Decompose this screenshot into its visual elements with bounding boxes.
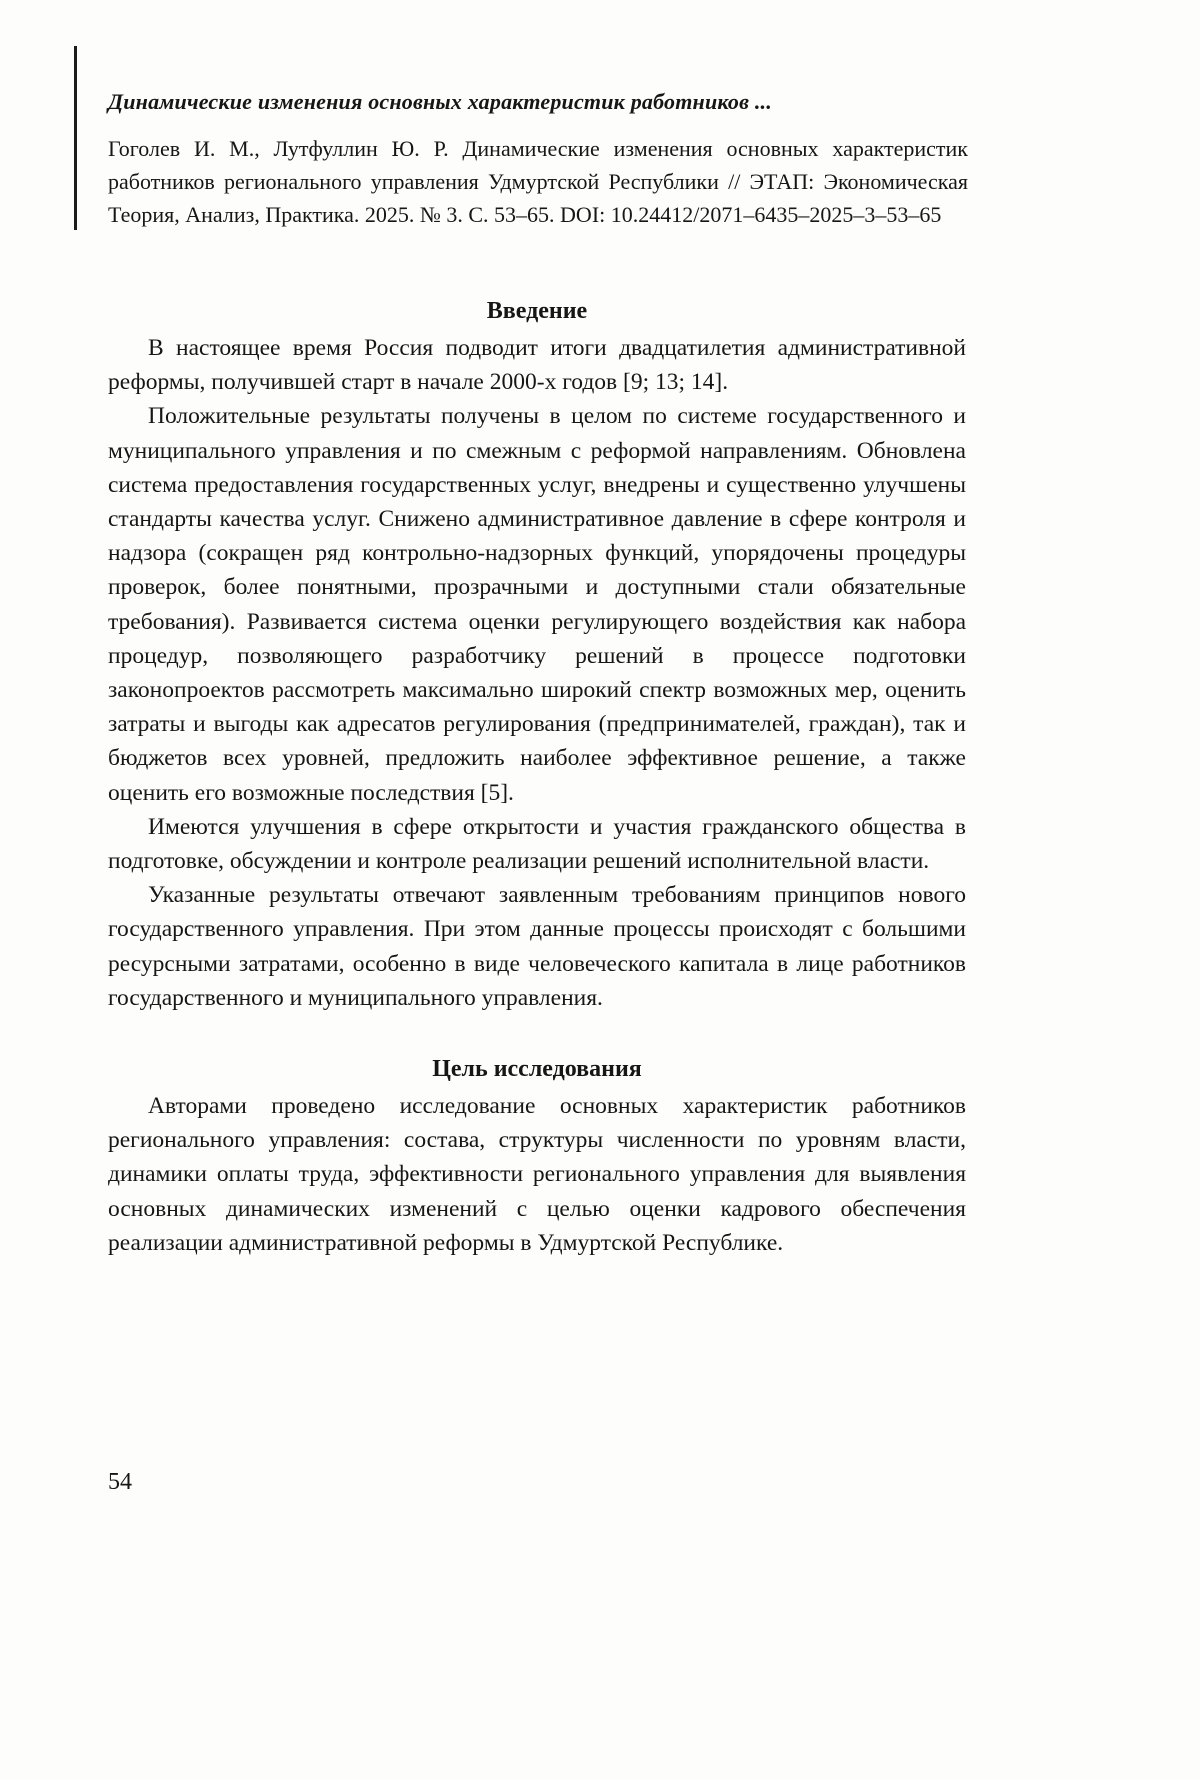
section-heading-introduction: Введение [486, 298, 588, 324]
left-margin-rule [74, 46, 77, 230]
paragraph: Имеются улучшения в сфере открытости и участия гражданского общества в подготовке, обсуждении и контроле реализации решений исполнительной власти. [108, 813, 966, 875]
paragraph: В настоящее время Россия подводит итоги двадцатилетия административной реформы, получившей старт в начале 2000-х годов [9; 13; 14]. [108, 335, 966, 396]
paragraph: Авторами проведено исследование основных характеристик работников регионального управления: состава, структуры численности по уровням власти, динамики оплаты труда, эффективности регионального управления для выявления основных динамических изменений с целью оценки кадрового обеспечения реализации административной реформы в Удмуртской Республике. [108, 1093, 966, 1256]
page-number: 54 [108, 1469, 132, 1495]
running-head: Динамические изменения основных характеристик работников ... [108, 89, 772, 114]
article-body [108, 294, 966, 1260]
section-heading-research-goal: Цель исследования [432, 1056, 642, 1083]
page-header [108, 88, 968, 231]
paragraph: Указанные результаты отвечают заявленным требованиям принципов нового государственного управления. При этом данные процессы происходят с большими ресурсными затратами, особенно в виде человеческого капитала в лице работников государственного и муниципального управления. [108, 882, 966, 1011]
paragraph: Положительные результаты получены в целом по системе государственного и муниципального управления и по смежным с реформой направлениям. Обновлена система предоставления государственных услуг, внедрены и существенно улучшены стандарты качества услуг. Снижено административное давление в сфере контроля и надзора (сокращен ряд контрольно-надзорных функций, упорядочены процедуры проверок, более понятными, прозрачными и доступными стали обязательные требования). Развивается система оценки регулирующего воздействия как набора процедур, позволяющего разработчику решений в процессе подготовки законопроектов рассмотреть максимально широкий спектр возможных мер, оценить затраты и выгоды как адресатов регулирования (предпринимателей, граждан), так и бюджетов всех уровней, предложить наиболее эффективное решение, а также оценить его возможные последствия [5]. [108, 403, 966, 806]
article-citation: Гоголев И. М., Лутфуллин Ю. Р. Динамические изменения основных характеристик работников регионального управления Удмуртской Республики // ЭТАП: Экономическая Теория, Анализ, Практика. 2025. № 3. С. 53–65. DOI: 10.24412/2071–6435–2025–3–53–65 [108, 136, 968, 227]
